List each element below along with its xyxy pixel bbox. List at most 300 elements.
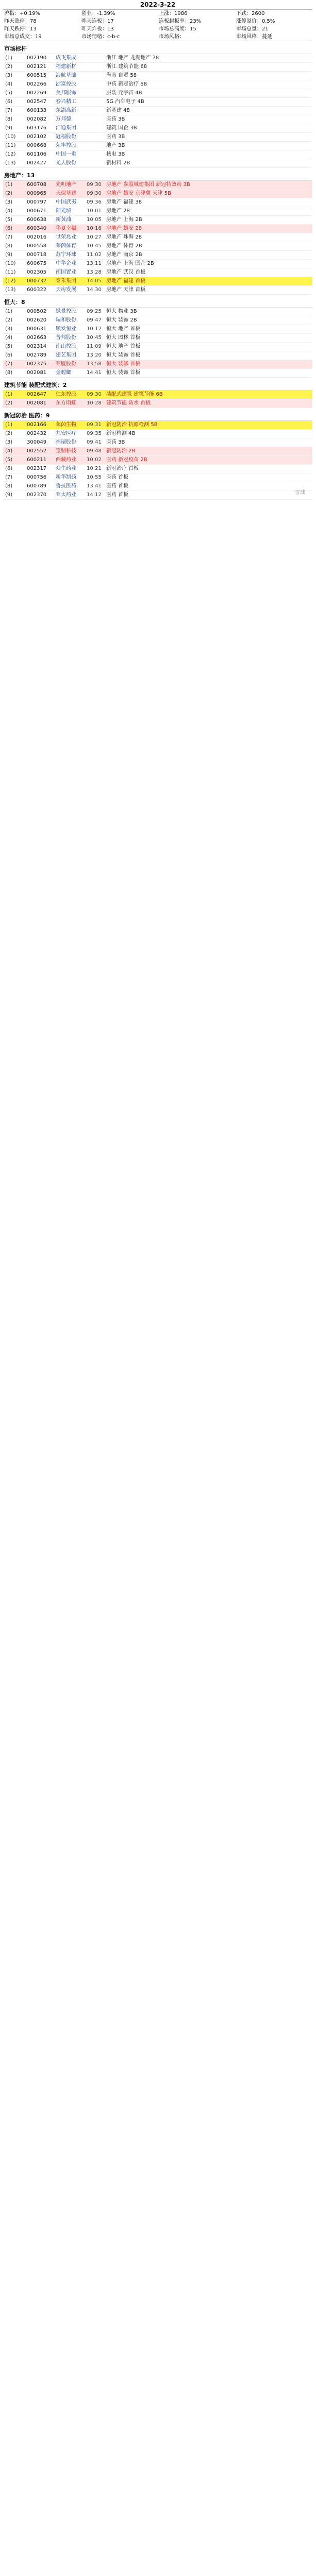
stock-code: 002266 (27, 81, 47, 87)
stock-code: 002102 (27, 134, 47, 140)
stock-note: 房地产 28 (106, 208, 130, 214)
stock-note: 医药 3B (106, 134, 125, 140)
stock-idx: (8) (5, 116, 13, 122)
stock-idx: (11) (5, 143, 16, 148)
stock-note: 新冠防治 抗原检测 5B (106, 422, 158, 428)
stock-idx: (5) (5, 90, 13, 96)
stock-row[interactable] (3, 251, 312, 260)
stock-row[interactable] (3, 316, 312, 325)
stock-time: 11:02 (87, 252, 102, 258)
stock-row[interactable] (3, 233, 312, 242)
stock-name: 汇通集团 (56, 125, 76, 131)
stock-row[interactable] (3, 391, 312, 399)
stock-code: 603176 (27, 125, 47, 131)
stock-time: 14:30 (87, 287, 102, 293)
stock-name: 西藏药业 (56, 457, 76, 463)
stock-code: 002016 (27, 234, 47, 240)
stat-item: 昨天连板：17 (81, 19, 114, 24)
stock-note: 恒大 物业 3B (106, 309, 137, 314)
stock-time: 10:01 (87, 208, 102, 214)
stat-item: 市场情绪：c-b-c (81, 34, 120, 40)
stock-time: 09:35 (87, 431, 102, 436)
stock-name: 绿景控股 (56, 309, 76, 314)
stock-note: 房地产 珠海 28 (106, 234, 142, 240)
stock-code: 300049 (27, 439, 47, 445)
stock-idx: (7) (5, 108, 13, 113)
stock-idx: (1) (5, 422, 13, 428)
stock-note: 恒大 地产 首板 (106, 344, 141, 349)
stock-row[interactable] (3, 360, 312, 369)
stock-code: 600675 (27, 261, 47, 266)
stock-time: 10:21 (87, 466, 102, 471)
stock-time: 13:20 (87, 352, 102, 358)
stock-code: 000668 (27, 143, 47, 148)
stock-row[interactable] (3, 133, 312, 142)
stock-note: 房地产 南京 2B (106, 252, 142, 258)
stock-code: 600211 (27, 457, 47, 463)
stock-idx: (4) (5, 448, 13, 454)
stock-note: 恒大 装饰 首板 (106, 370, 141, 376)
stock-code: 002789 (27, 352, 47, 358)
stock-name: 亚厦股份 (56, 361, 76, 367)
stat-item: 市场总成交：19 (4, 34, 42, 40)
stock-note: 恒大 装饰 首板 (106, 352, 141, 358)
stock-row[interactable] (3, 142, 312, 150)
stock-code: 002370 (27, 492, 47, 498)
stock-idx: (10) (5, 261, 16, 266)
stock-time (87, 124, 106, 132)
stock-code: 600708 (27, 182, 47, 188)
market-stats (3, 10, 312, 41)
stock-note: 房地产 天津 首板 (106, 287, 146, 293)
stock-code: 002081 (27, 370, 47, 376)
stock-row[interactable] (3, 399, 312, 408)
section-title: 建筑节能 装配式建筑：2 (3, 381, 312, 391)
stock-time: 14:41 (87, 370, 102, 376)
stock-name: 阳光城 (56, 208, 71, 214)
stock-time (87, 142, 106, 150)
stock-time: 09:25 (87, 309, 102, 314)
stock-idx: (5) (5, 344, 13, 349)
stock-row[interactable] (3, 80, 312, 89)
stock-time: 09:47 (87, 317, 102, 323)
stock-note: 新冠检测 4B (106, 431, 136, 436)
stock-time: 09:41 (87, 439, 102, 445)
stat-item: 下跌：2600 (236, 11, 265, 16)
stat-item: 涨停溢价：0.5% (236, 19, 275, 24)
stock-note: 恒大 装饰 2B (106, 317, 137, 323)
stat-item: 昨天跌停：13 (4, 26, 37, 32)
stock-note: 新材料 2B (106, 160, 130, 166)
stock-time: 13:11 (87, 261, 102, 266)
stock-row[interactable] (3, 107, 312, 115)
stock-time: 09:36 (87, 199, 102, 205)
stock-note: 建筑 国企 3B (106, 125, 137, 131)
stock-row[interactable] (3, 343, 312, 351)
stock-time (87, 133, 106, 141)
stock-row[interactable] (3, 438, 312, 447)
stock-note: 浙江 建筑节能 68 (106, 64, 147, 70)
stock-name: 天房发展 (56, 287, 76, 293)
stock-code: 000756 (27, 474, 47, 480)
stock-time: 10:12 (87, 326, 102, 332)
stock-note: 地产 3B (106, 143, 125, 148)
stock-name: 普邦股份 (56, 335, 76, 341)
section (3, 44, 312, 168)
stock-idx: (8) (5, 243, 13, 249)
stat-item: 昨天炸板：13 (81, 26, 114, 32)
stock-idx: (7) (5, 234, 13, 240)
stock-name: 宝鼎科技 (56, 448, 76, 454)
stock-row[interactable] (3, 430, 312, 438)
stock-row[interactable] (3, 225, 312, 233)
stock-idx: (3) (5, 439, 13, 445)
stock-time: 10:55 (87, 474, 102, 480)
stock-code: 002620 (27, 317, 47, 323)
stock-note: 服装 元宇宙 4B (106, 90, 142, 96)
stock-idx: (2) (5, 191, 13, 196)
stock-row[interactable] (3, 482, 312, 491)
stock-code: 000671 (27, 208, 47, 214)
section (3, 411, 312, 500)
stock-row[interactable] (3, 89, 312, 98)
stock-idx: (1) (5, 392, 13, 397)
sheet (3, 0, 312, 500)
stock-name: 泰禾集团 (56, 278, 76, 284)
stock-name: 金螳螂 (56, 370, 71, 376)
stock-time (87, 98, 106, 106)
stock-name: 东湖高新 (56, 108, 76, 113)
stock-idx: (7) (5, 474, 13, 480)
stat-item: 市场总量：21 (236, 26, 269, 32)
stock-note: 房地产 雄安 京津冀 天津 5B (106, 191, 171, 196)
stock-row[interactable] (3, 421, 312, 430)
stock-name: 建艺集团 (56, 352, 76, 358)
stock-row[interactable] (3, 207, 312, 216)
stock-time: 14:12 (87, 492, 102, 498)
stock-idx: (6) (5, 352, 13, 358)
stock-name: 成飞集成 (56, 55, 76, 61)
stock-time: 09:31 (87, 422, 102, 428)
stock-time: 11:09 (87, 344, 102, 349)
page-title: 2022-3-22 (3, 0, 312, 10)
stock-note: 核电 3B (106, 151, 125, 157)
stock-idx: (2) (5, 431, 13, 436)
stock-time: 09:30 (87, 182, 102, 188)
stock-name: 冠福股份 (56, 134, 76, 140)
stock-code: 002547 (27, 99, 47, 105)
stock-name: 万邦德 (56, 116, 71, 122)
stock-time: 10:27 (87, 234, 102, 240)
stock-time (87, 72, 106, 80)
stock-name: 莱茵生物 (56, 422, 76, 428)
stock-note: 5G 汽车电子 4B (106, 99, 144, 105)
stock-name: 世荣兆业 (56, 234, 76, 240)
stat-item: 创业：-1.39% (81, 11, 115, 16)
stock-row[interactable] (3, 369, 312, 378)
stock-name: 中华企业 (56, 261, 76, 266)
stock-idx: (4) (5, 81, 13, 87)
stock-row[interactable] (3, 268, 312, 277)
stock-name: 浙富控股 (56, 81, 76, 87)
stock-time (87, 115, 106, 124)
stock-note: 房地产 福建 首板 (106, 278, 146, 284)
stock-time (87, 63, 106, 71)
stock-row[interactable] (3, 159, 312, 168)
stock-name: 南山控股 (56, 344, 76, 349)
stock-time: 13:28 (87, 269, 102, 275)
stock-note: 浙江 地产 龙湖地产 78 (106, 55, 159, 61)
stock-name: 莱茵体育 (56, 243, 76, 249)
stock-idx: (1) (5, 309, 13, 314)
stock-code: 002166 (27, 422, 47, 428)
stock-code: 002305 (27, 269, 47, 275)
stock-row[interactable] (3, 473, 312, 482)
stock-idx: (12) (5, 151, 16, 157)
stock-note: 医药 3B (106, 439, 125, 445)
stock-time: 10:02 (87, 457, 102, 463)
stock-row[interactable] (3, 308, 312, 316)
stock-row[interactable] (3, 98, 312, 107)
stock-row[interactable] (3, 465, 312, 473)
stock-row[interactable] (3, 198, 312, 207)
stock-time: 10:28 (87, 400, 102, 406)
stock-code: 002663 (27, 335, 47, 341)
stock-time: 10:45 (87, 243, 102, 249)
stock-idx: (1) (5, 55, 13, 61)
stock-name: 春兴精工 (56, 99, 76, 105)
stock-row[interactable] (3, 286, 312, 295)
stat-item: 市场风格： (159, 34, 185, 40)
stock-name: 仁东控股 (56, 392, 76, 397)
stock-code: 600789 (27, 483, 47, 489)
stock-idx: (8) (5, 483, 13, 489)
watermark: 雪球 (295, 490, 305, 496)
stock-time: 10:45 (87, 335, 102, 341)
stock-code: 600515 (27, 73, 47, 78)
stock-row[interactable] (3, 124, 312, 133)
stock-name: 光明地产 (56, 182, 76, 188)
stat-item: 昨天涨停：78 (4, 19, 37, 24)
stock-note: 房地产 上海 国企 2B (106, 261, 154, 266)
stock-name: 美邦服饰 (56, 90, 76, 96)
stock-name: 荣丰控股 (56, 143, 76, 148)
stock-row[interactable] (3, 351, 312, 360)
section-title: 房地产：13 (3, 171, 312, 181)
stock-name: 新黄浦 (56, 217, 71, 223)
sections (3, 44, 312, 500)
section-title: 恒大：8 (3, 298, 312, 308)
stock-code: 601106 (27, 151, 47, 157)
stock-time: 10:05 (87, 217, 102, 223)
section (3, 298, 312, 378)
stock-row[interactable] (3, 277, 312, 286)
stock-name: 众生药业 (56, 466, 76, 471)
section-title: 市场标杆 (3, 44, 312, 54)
stock-idx: (9) (5, 492, 13, 498)
stock-code: 002082 (27, 116, 47, 122)
stock-note: 建筑节能 防水 首板 (106, 400, 151, 406)
stock-idx: (7) (5, 361, 13, 367)
stock-name: 南国置业 (56, 269, 76, 275)
stock-name: 福建新材 (56, 64, 76, 70)
stock-time: 13:41 (87, 483, 102, 489)
stock-code: 002552 (27, 448, 47, 454)
stock-row[interactable] (3, 181, 312, 190)
stock-note: 医药 首板 (106, 483, 129, 489)
stock-code: 002121 (27, 64, 47, 70)
stock-name: 鲁抗医药 (56, 483, 76, 489)
stock-idx: (3) (5, 199, 13, 205)
stock-code: 000797 (27, 199, 47, 205)
stock-name: 福瑞股份 (56, 439, 76, 445)
stock-row[interactable] (3, 447, 312, 456)
stock-idx: (9) (5, 252, 13, 258)
stock-idx: (2) (5, 317, 13, 323)
stat-item: 上涨：1986 (159, 11, 188, 16)
stat-item: 连板封板率：23% (159, 19, 202, 24)
stock-row[interactable] (3, 115, 312, 124)
stock-code: 600638 (27, 217, 47, 223)
stock-note: 房地产 雄安 28 (106, 226, 142, 231)
stock-code: 002375 (27, 361, 47, 367)
stock-idx: (12) (5, 278, 16, 284)
stock-row[interactable] (3, 72, 312, 80)
stock-row[interactable] (3, 150, 312, 159)
stock-row[interactable] (3, 63, 312, 72)
stock-idx: (13) (5, 160, 16, 166)
stock-idx: (6) (5, 466, 13, 471)
stock-name: 尤夫股份 (56, 160, 76, 166)
stock-name: 天保基建 (56, 191, 76, 196)
stock-note: 房地产 体育 2B (106, 243, 142, 249)
stock-code: 002432 (27, 431, 47, 436)
stock-note: 房地产 武汉 首板 (106, 269, 146, 275)
stock-time (87, 54, 106, 62)
stock-idx: (2) (5, 400, 13, 406)
stock-row[interactable] (3, 334, 312, 343)
section (3, 381, 312, 408)
stock-time (87, 89, 106, 97)
stock-idx: (9) (5, 125, 13, 131)
stock-note: 医药 新冠疫苗 2B (106, 457, 147, 463)
stock-row[interactable] (3, 491, 312, 500)
stock-name: 华夏幸福 (56, 226, 76, 231)
stock-code: 002314 (27, 344, 47, 349)
stock-name: 九安医疗 (56, 431, 76, 436)
stock-note: 恒大 装修 首板 (106, 361, 141, 367)
stock-code: 600133 (27, 108, 47, 113)
stock-name: 东方雨虹 (56, 400, 76, 406)
stock-time (87, 107, 106, 115)
stock-idx: (6) (5, 99, 13, 105)
stock-note: 医药 3B (106, 116, 125, 122)
section-title: 新冠防治 医药：9 (3, 411, 312, 421)
stock-note: 医药 首板 (106, 492, 129, 498)
stock-code: 002427 (27, 160, 47, 166)
stock-code: 600340 (27, 226, 47, 231)
stock-row[interactable] (3, 456, 312, 465)
stock-note: 房地产 福建 38 (106, 199, 142, 205)
stock-row[interactable] (3, 242, 312, 251)
stock-idx: (8) (5, 370, 13, 376)
stock-code: 000631 (27, 326, 47, 332)
stock-name: 亚太药业 (56, 492, 76, 498)
stock-idx: (6) (5, 226, 13, 231)
stock-note: 海南 自贸 58 (106, 73, 137, 78)
stock-idx: (4) (5, 208, 13, 214)
stock-note: 新冠防治 2B (106, 448, 136, 454)
stock-row[interactable] (3, 54, 312, 63)
stock-idx: (2) (5, 64, 13, 70)
stock-note: 房地产 参股城建集团 新冠特效药 3B (106, 182, 190, 188)
stock-note: 新基建 48 (106, 108, 130, 113)
stock-note: 新冠治疗 首板 (106, 466, 139, 471)
stock-code: 002081 (27, 400, 47, 406)
stock-idx: (3) (5, 73, 13, 78)
stock-row[interactable] (3, 216, 312, 225)
stock-name: 顺发恒业 (56, 326, 76, 332)
stock-time: 14:05 (87, 278, 102, 284)
stock-name: 瑞和股份 (56, 317, 76, 323)
stock-time: 13:58 (87, 361, 102, 367)
stock-idx: (5) (5, 217, 13, 223)
stock-code: 000502 (27, 309, 47, 314)
stock-code: 002317 (27, 466, 47, 471)
stock-row[interactable] (3, 260, 312, 268)
stock-code: 000718 (27, 252, 47, 258)
stock-code: 002190 (27, 55, 47, 61)
stock-code: 002647 (27, 392, 47, 397)
stock-time (87, 159, 106, 167)
stock-time: 09:30 (87, 191, 102, 196)
stock-row[interactable] (3, 325, 312, 334)
stock-time: 09:30 (87, 392, 102, 397)
stock-name: 苏宁环球 (56, 252, 76, 258)
stock-name: 海航基础 (56, 73, 76, 78)
stock-time (87, 80, 106, 89)
stock-note: 中药 新冠治疗 58 (106, 81, 147, 87)
stat-item: 市场风格：蔓延 (236, 34, 272, 40)
stock-code: 002269 (27, 90, 47, 96)
stock-code: 000732 (27, 278, 47, 284)
stat-item: 沪指：+0.19% (4, 11, 41, 16)
stock-row[interactable] (3, 190, 312, 198)
stock-name: 新华制药 (56, 474, 76, 480)
stat-item: 市场总高度：15 (159, 26, 196, 32)
stock-idx: (10) (5, 134, 16, 140)
stock-time: 09:48 (87, 448, 102, 454)
stock-idx: (3) (5, 326, 13, 332)
stock-note: 恒大 园林 首板 (106, 335, 141, 341)
stock-note: 装配式建筑 建筑节能 6B (106, 392, 163, 397)
stock-time: 10:16 (87, 226, 102, 231)
section (3, 171, 312, 295)
stock-idx: (13) (5, 287, 16, 293)
stock-idx: (5) (5, 457, 13, 463)
stock-note: 医药 首板 (106, 474, 129, 480)
stock-idx: (11) (5, 269, 16, 275)
stock-time (87, 150, 106, 159)
stock-name: 中国一重 (56, 151, 76, 157)
stock-code: 000558 (27, 243, 47, 249)
stock-code: 000965 (27, 191, 47, 196)
stock-note: 恒大 地产 首板 (106, 326, 141, 332)
stock-note: 房地产 上海 2B (106, 217, 142, 223)
stock-name: 中国武夷 (56, 199, 76, 205)
stock-idx: (4) (5, 335, 13, 341)
stock-idx: (1) (5, 182, 13, 188)
